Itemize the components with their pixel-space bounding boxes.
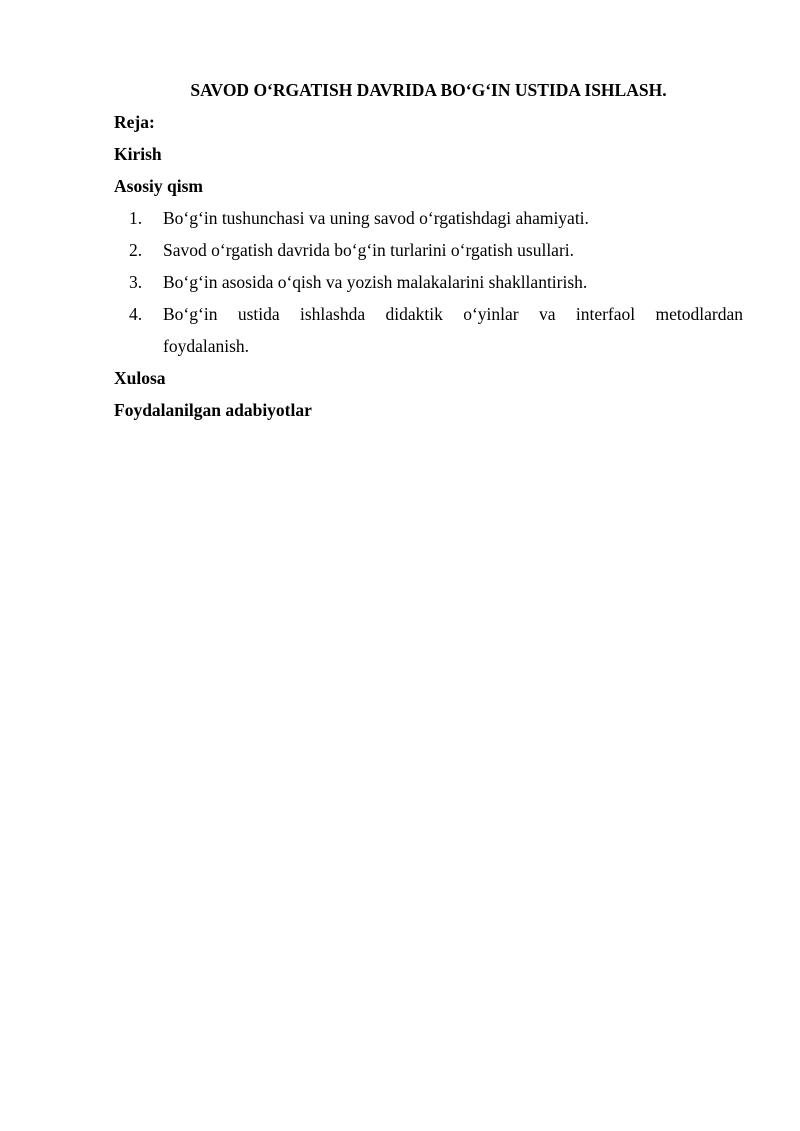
- plan-item-text: Bo‘g‘in tushunchasi va uning savod o‘rgatishdagi ahamiyati.: [163, 208, 589, 228]
- plan-item-number: 3.: [129, 272, 143, 292]
- document-title: SAVOD O‘RGATISH DAVRIDA BO‘G‘IN USTIDA ISHLASH.: [190, 80, 667, 100]
- word: metodlardan: [655, 304, 743, 324]
- word: Bo‘g‘in: [163, 304, 218, 324]
- document-page: [114, 74, 743, 426]
- plan-item: [114, 298, 743, 362]
- plan-item: [114, 266, 743, 298]
- intro-heading: Kirish: [114, 144, 162, 164]
- word: interfaol: [575, 304, 636, 324]
- plan-list: [114, 202, 743, 362]
- plan-item-number: 1.: [129, 208, 143, 228]
- plan-heading: Reja:: [114, 112, 155, 132]
- word: ishlashda: [299, 304, 366, 324]
- plan-item-text: Savod o‘rgatish davrida bo‘g‘in turlarini o‘rgatish usullari.: [163, 240, 575, 260]
- plan-item: [114, 202, 743, 234]
- plan-item-text-line-2: foydalanish.: [163, 336, 250, 356]
- plan-item-text: Bo‘g‘in asosida o‘qish va yozish malakalarini shakllantirish.: [163, 272, 588, 292]
- plan-item-number: 4.: [129, 304, 143, 324]
- conclusion-heading: Xulosa: [114, 368, 166, 388]
- plan-item: [114, 234, 743, 266]
- word: va: [538, 304, 556, 324]
- word: didaktik: [385, 304, 443, 324]
- plan-item-number: 2.: [129, 240, 143, 260]
- main-part-heading: Asosiy qism: [114, 176, 203, 196]
- word: o‘yinlar: [463, 304, 519, 324]
- plan-item-text-line-1: [163, 298, 743, 330]
- references-heading: Foydalanilgan adabiyotlar: [114, 400, 312, 420]
- word: ustida: [237, 304, 280, 324]
